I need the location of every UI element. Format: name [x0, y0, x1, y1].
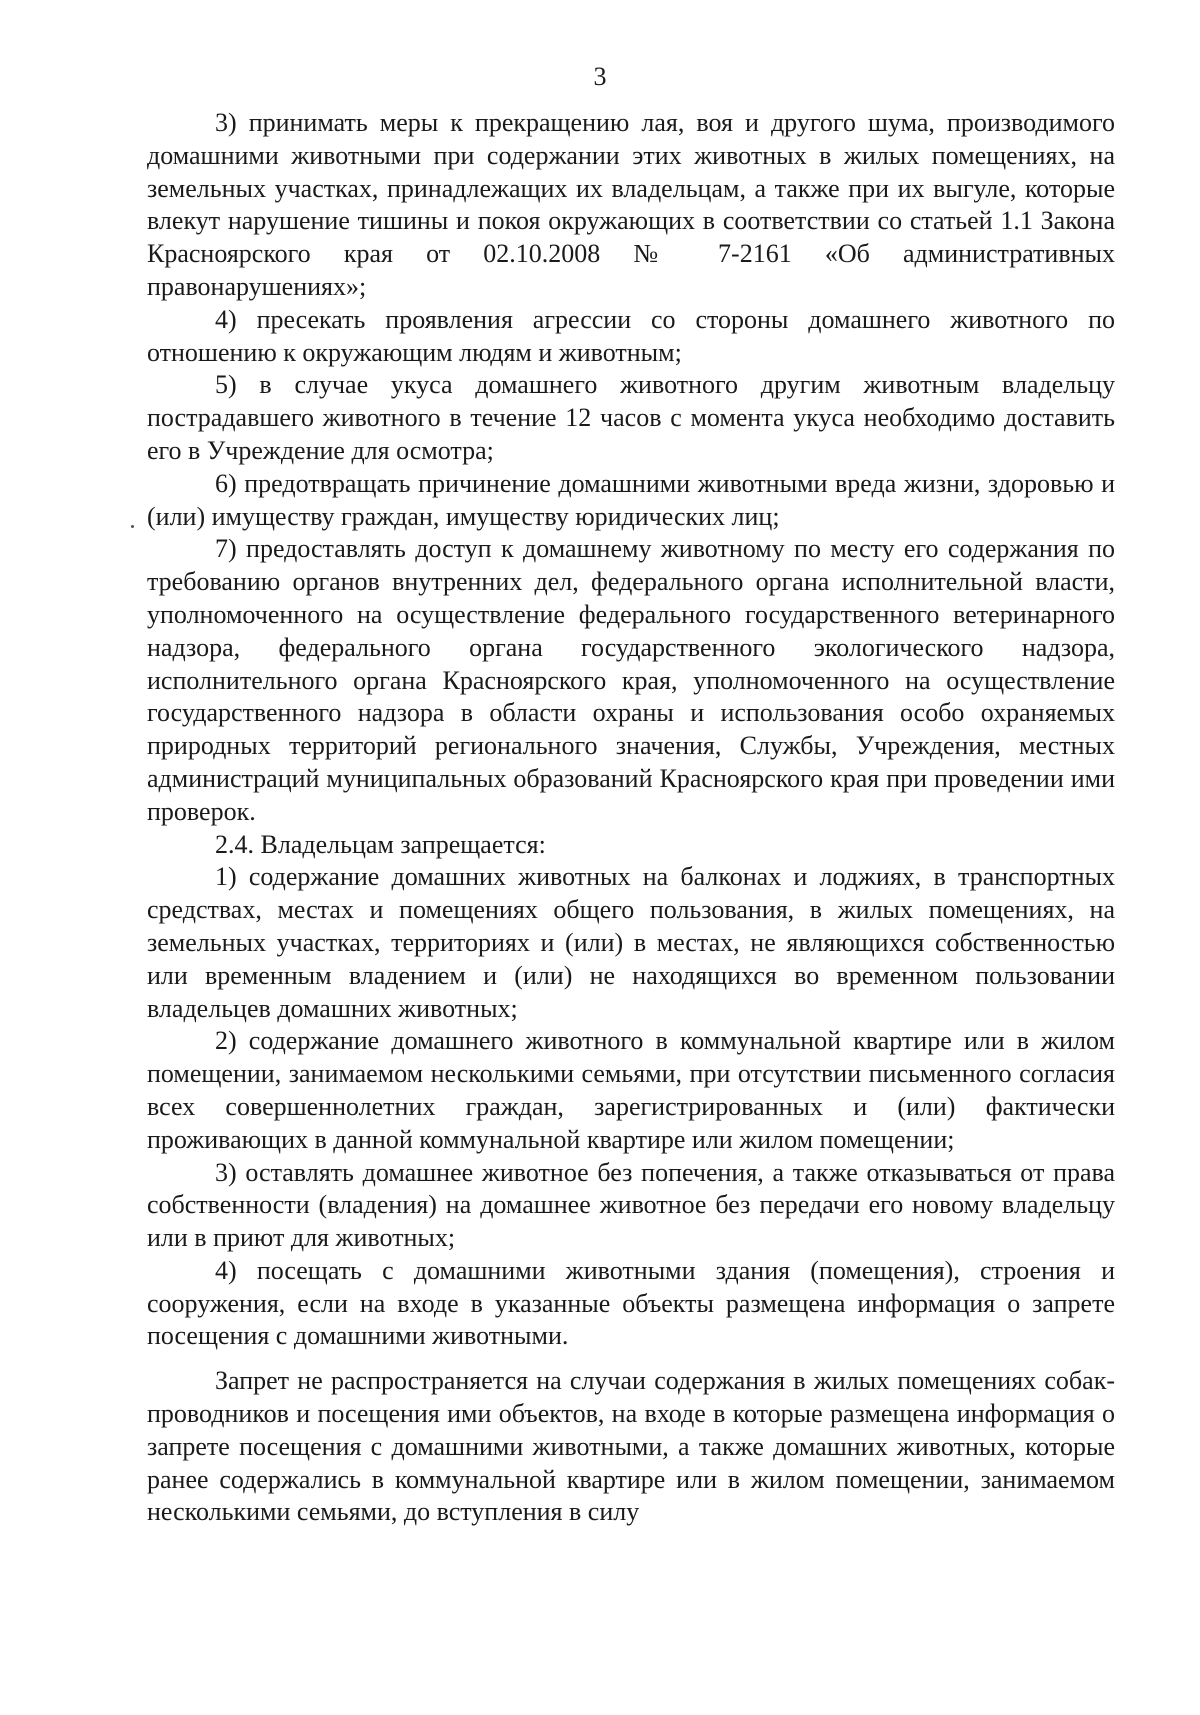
- document-body: [147, 107, 1115, 1529]
- page-number: 3: [593, 62, 607, 91]
- scan-speck: [131, 525, 134, 528]
- paragraph-item-7-access: 7) предоставлять доступ к домашнему животному по месту его содержания по требованию органов внутренних дел, федерального органа исполнительной власти, уполномоченного на осуществление федерального государственного ветеринарного надзора, федерального органа государственного экологического надзора, исполнительного органа Красноярского края, уполномоченного на осуществление государственного надзора в области охраны и использования особо охраняемых природных территорий регионального значения, Службы, Учреждения, местных администраций муниципальных образований Красноярского края при проведении ими проверок.: [147, 534, 1115, 826]
- paragraph-prohibition-3: 3) оставлять домашнее животное без попечения, а также отказываться от права собственности (владения) на домашнее животное без передачи его новому владельцу или в приют для животных;: [147, 1157, 1115, 1253]
- section-heading-2-4: 2.4. Владельцам запрещается:: [215, 829, 546, 859]
- paragraph-exception: Запрет не распространяется на случаи содержания в жилых помещениях собак-проводников и посещения ими объектов, на входе в которые размещена информация о запрете посещения с домашними животными, а также домашних животных, которые ранее содержались в коммунальной квартире или в жилом помещении, занимаемом несколькими семьями, до вступления в силу: [147, 1366, 1115, 1527]
- paragraph-prohibition-2: 2) содержание домашнего животного в коммунальной квартире или в жилом помещении, занимаемом несколькими семьями, при отсутствии письменного согласия всех совершеннолетних граждан, зарегистрированных и (или) фактически проживающих в данной коммунальной квартире или жилом помещении;: [147, 1026, 1115, 1154]
- paragraph-prohibition-4: 4) посещать с домашними животными здания (помещения), строения и сооружения, если на входе в указанные объекты размещена информация о запрете посещения с домашними животными.: [147, 1255, 1115, 1351]
- paragraph-item-3-noise: 3) принимать меры к прекращению лая, воя и другого шума, производимого домашними животными при содержании этих животных в жилых помещениях, на земельных участках, принадлежащих их владельцам, а также при их выгуле, которые влекут нарушение тишины и покоя окружающих в соответствии со статьей 1.1 Закона Красноярского края от 02.10.2008 № 7-2161 «Об административных правонарушениях»;: [147, 108, 1115, 301]
- paragraph-item-4-aggression: 4) пресекать проявления агрессии со стороны домашнего животного по отношению к окружающим людям и животным;: [147, 304, 1115, 367]
- paragraph-item-6-harm: 6) предотвращать причинение домашними животными вреда жизни, здоровью и (или) имуществу граждан, имуществу юридических лиц;: [147, 468, 1115, 531]
- paragraph-item-5-bite: 5) в случае укуса домашнего животного другим животным владельцу пострадавшего животного в течение 12 часов с момента укуса необходимо доставить его в Учреждение для осмотра;: [147, 370, 1115, 465]
- paragraph-prohibition-1: 1) содержание домашних животных на балконах и лоджиях, в транспортных средствах, местах и помещениях общего пользования, в жилых помещениях, на земельных участках, территориях и (или) в местах, не являющихся собственностью или временным владением и (или) не находящихся во временном пользовании владельцев домашних животных;: [147, 862, 1115, 1023]
